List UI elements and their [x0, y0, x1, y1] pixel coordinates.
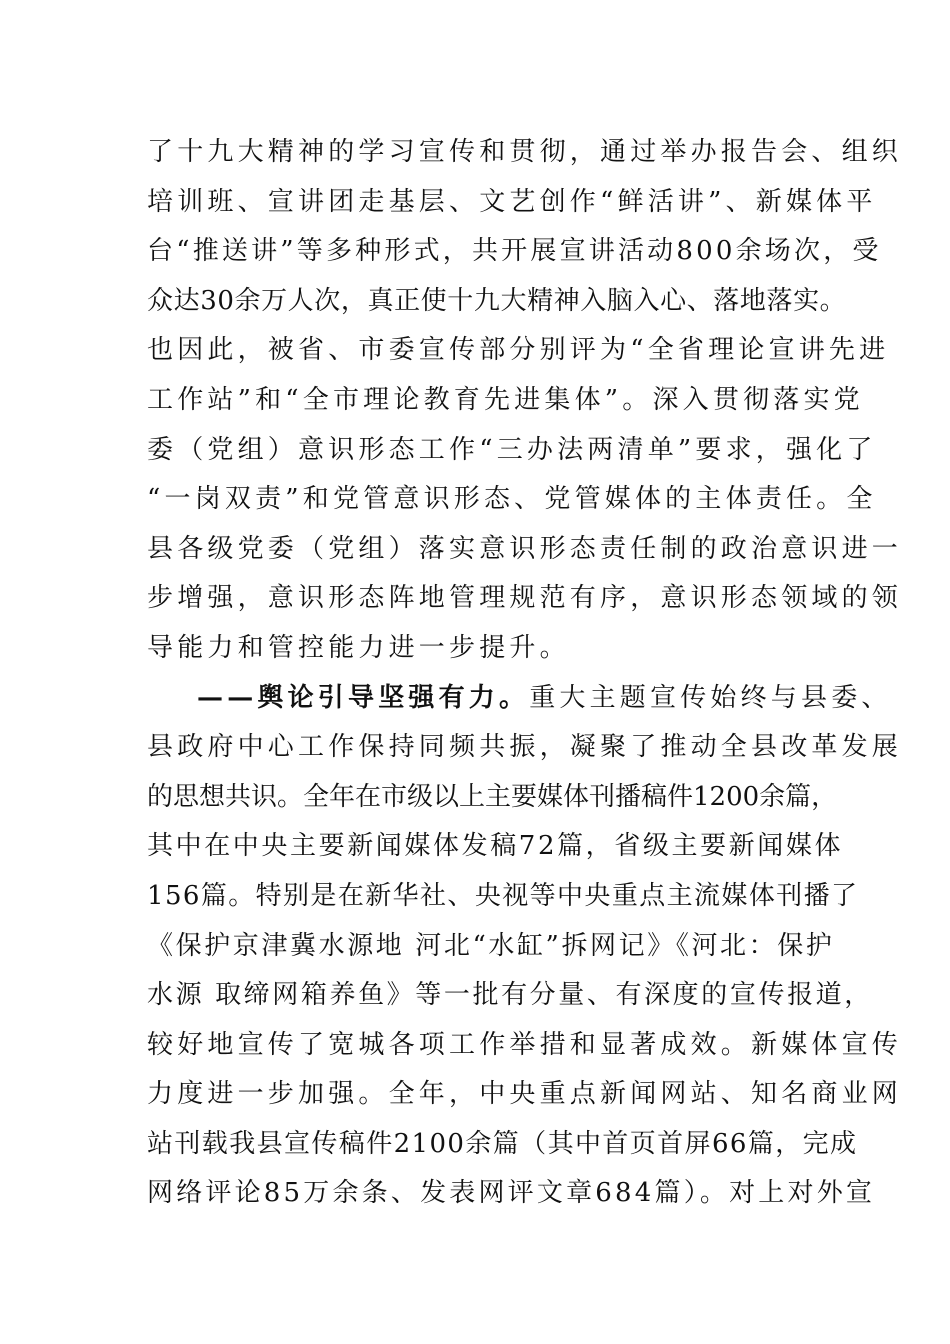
text-line: 县各级党委（党组）落实意识形态责任制的政治意识进一 — [147, 533, 903, 564]
text-line: 委（党组）意识形态工作“三办法两清单”要求，强化了 — [147, 434, 877, 465]
text-line: 众达30余万人次，真正使十九大精神入脑入心、落地落实。 — [147, 285, 847, 316]
text-line: 了十九大精神的学习宣传和贯彻，通过举办报告会、组织 — [147, 137, 903, 167]
text-line: 工作站”和“全市理论教育先进集体”。深入贯彻落实党 — [147, 384, 864, 415]
text-line: 也因此，被省、市委宣传部分别评为“全省理论宣讲先进 — [147, 335, 890, 366]
text-line: 156篇。特别是在新华社、央视等中央重点主流媒体刊播了 — [147, 880, 859, 911]
text-line: 站刊载我县宣传稿件2100余篇（其中首页首屏66篇，完成 — [147, 1128, 858, 1159]
text-line: “一岗双责”和党管意识形态、党管媒体的主体责任。全 — [147, 484, 877, 515]
text-line: 力度进一步加强。全年，中央重点新闻网站、知名商业网 — [147, 1079, 903, 1110]
text-line: 培训班、宣讲团走基层、文艺创作“鲜活讲”、新媒体平 — [147, 186, 877, 217]
text-line: 步增强，意识形态阵地管理规范有序，意识形态领域的领 — [147, 583, 903, 614]
section-heading-rest: 重大主题宣传始终与县委、 — [529, 682, 892, 713]
section-heading: ——舆论引导坚强有力。 — [197, 682, 530, 713]
text-line: 《保护京津冀水源地 河北“水缸”拆网记》《河北：保护 — [147, 930, 835, 961]
text-line: 网络评论85万余条、发表网评文章684篇）。对上对外宣 — [147, 1178, 876, 1209]
body-text — [147, 128, 903, 1219]
text-line: 导能力和管控能力进一步提升。 — [147, 632, 570, 663]
text-line: 较好地宣传了宽城各项工作举措和显著成效。新媒体宣传 — [147, 1029, 903, 1060]
text-line: 水源 取缔网箱养鱼》等一批有分量、有深度的宣传报道， — [147, 980, 873, 1011]
section-first-line — [147, 674, 892, 724]
text-line: 台“推送讲”等多种形式，共开展宣讲活动800余场次，受 — [147, 236, 882, 267]
text-line: 其中在中央主要新闻媒体发稿72篇，省级主要新闻媒体 — [147, 831, 844, 862]
text-line: 的思想共识。全年在市级以上主要媒体刊播稿件1200余篇， — [147, 781, 838, 812]
text-line: 县政府中心工作保持同频共振，凝聚了推动全县改革发展 — [147, 732, 903, 763]
